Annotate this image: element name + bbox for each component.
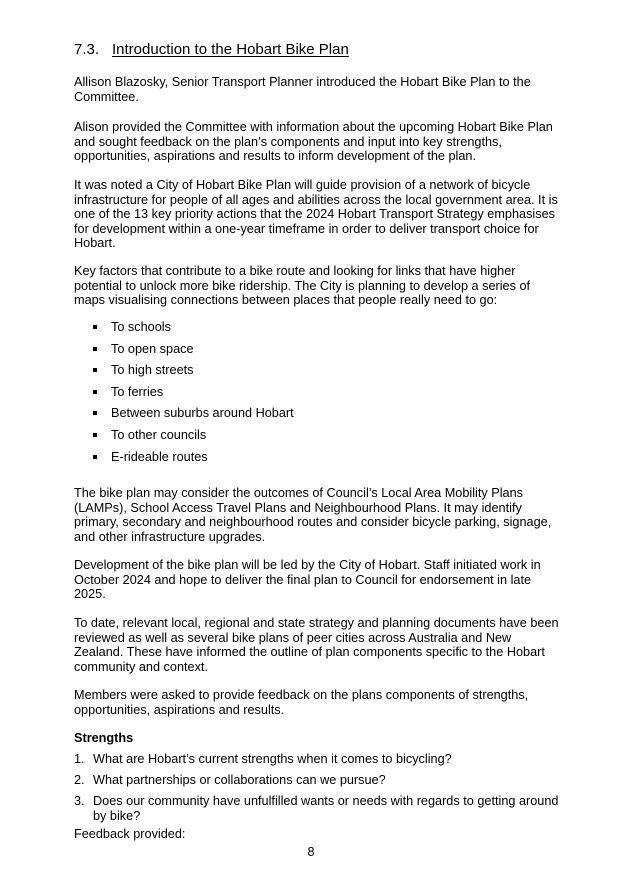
strengths-question-list [74,752,564,830]
list-item: E-rideable routes [74,450,554,472]
bullet-marker [93,390,97,394]
bullet-marker [93,433,97,437]
list-item: To ferries [74,385,554,407]
list-item: To other councils [74,428,554,450]
paragraph-members-asked: Members were asked to provide feedback on the plans components of strengths, opportunities, aspirations and results. [74,688,529,717]
list-item: 2. What partnerships or collaborations can we pursue? [74,772,386,787]
section-number: 7.3. [74,41,100,58]
bullet-marker [93,368,97,372]
list-item: To open space [74,342,554,364]
bullet-marker [93,455,97,459]
paragraph-bike-plan-scope: The bike plan may consider the outcomes of Council’s Local Area Mobility Plans (LAMPs), School Access Travel Plans and Neighbourhood Plans. It may identify primary, secondary and neighbourhood routes and consider bicycle parking, signage, and other infrastructure upgrades. [74,486,552,544]
strengths-heading: Strengths [74,731,134,745]
paragraph-feedback-sought: Alison provided the Committee with information about the upcoming Hobart Bike Plan and sought feedback on the plan’s components and input into key strengths, opportunities, aspirations and results to inform development of the plan. [74,120,553,164]
paragraph-documents-reviewed: To date, relevant local, regional and state strategy and planning documents have been reviewed as well as several bike plans of peer cities across Australia and New Zealand. These have informed the outline of plan components specific to the Hobart community and context. [74,616,559,674]
feedback-label: Feedback provided: [74,827,186,841]
bullet-marker [93,347,97,351]
bullet-marker [93,325,97,329]
bullet-marker [93,411,97,415]
document-page [74,0,574,879]
list-item: To high streets [74,363,554,385]
destination-bullet-list [74,320,554,471]
paragraph-key-factors: Key factors that contribute to a bike route and looking for links that have higher potential to unlock more bike ridership. The City is planning to develop a series of maps visualising connections between places that people really need to go: [74,264,531,308]
list-item: Between suburbs around Hobart [74,406,554,428]
paragraph-development-timeline: Development of the bike plan will be led by the City of Hobart. Staff initiated work in October 2024 and hope to deliver the final plan to Council for endorsement in late 2025. [74,558,541,602]
list-item: 1. What are Hobart’s current strengths when it comes to bicycling? [74,752,452,766]
paragraph-bike-plan-purpose: It was noted a City of Hobart Bike Plan will guide provision of a network of bicycle infrastructure for people of all ages and abilities across the local government area. It is one of the 13 key priority actions that the 2024 Hobart Transport Strategy emphasises for development within a one-year timeframe in order to deliver transport choice for Hobart. [74,178,558,251]
section-title: Introduction to the Hobart Bike Plan [112,41,349,58]
paragraph-intro: Allison Blazosky, Senior Transport Planner introduced the Hobart Bike Plan to the Committee. [74,75,531,104]
section-heading [74,41,349,59]
page-number: 8 [307,845,315,859]
list-item: To schools [74,320,554,342]
list-item: 3. Does our community have unfulfilled wants or needs with regards to getting around by bike? [74,793,559,823]
